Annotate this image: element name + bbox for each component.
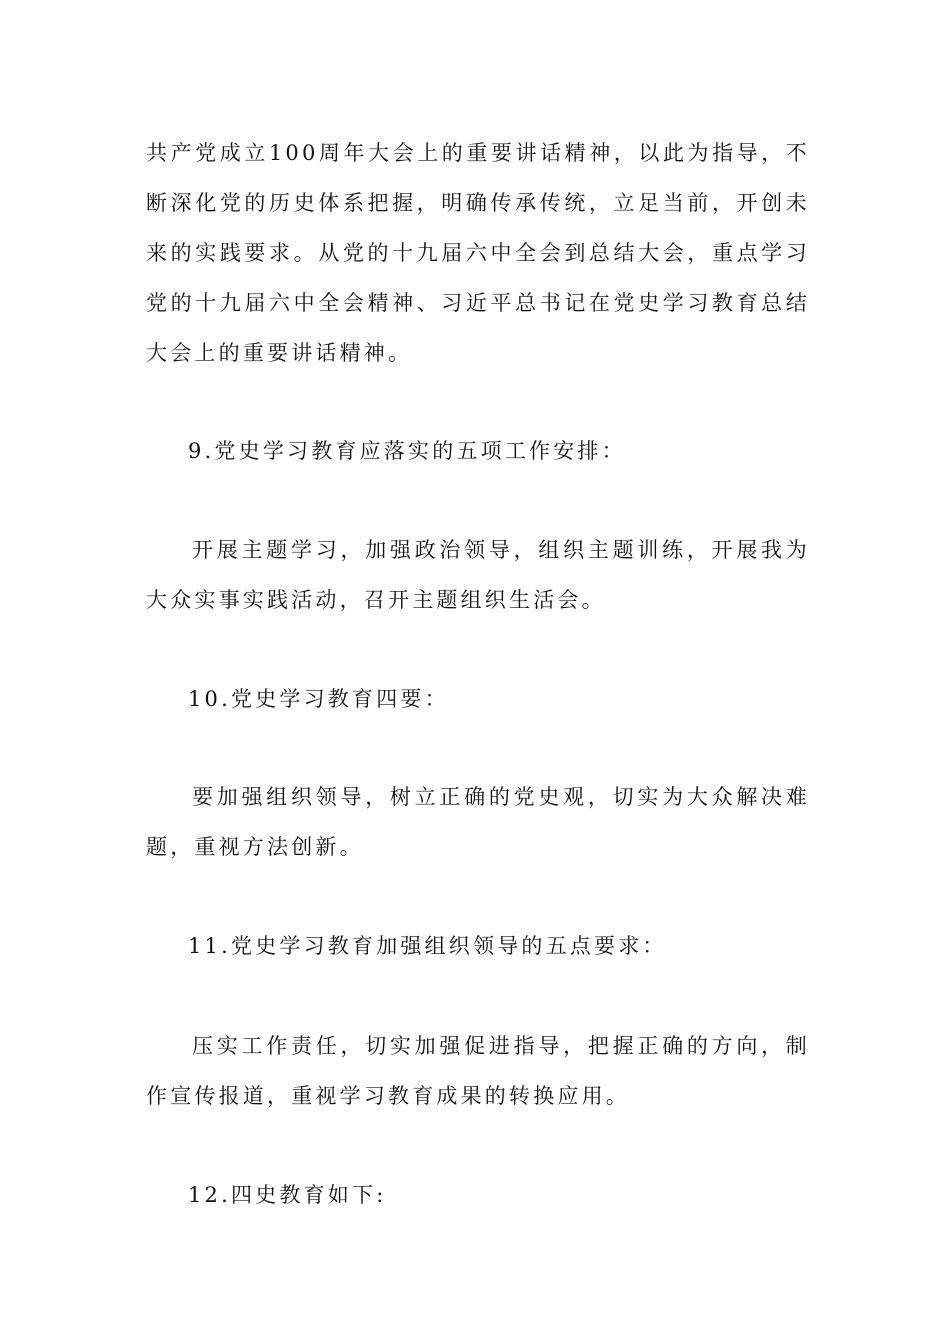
paragraph-item-9: 开展主题学习，加强政治领导，组织主题训练，开展我为大众实事实践活动，召开主题组织生活会。 (146, 538, 810, 612)
paragraph-continuation: 共产党成立100周年大会上的重要讲话精神，以此为指导，不断深化党的历史体系把握，明确传承传统，立足当前，开创未来的实践要求。从党的十九届六中全会到总结大会，重点学习党的十九届六中全会精神、习近平总书记在党史学习教育总结大会上的重要讲话精神。 (146, 141, 810, 365)
paragraph-item-11: 压实工作责任，切实加强促进指导，把握正确的方向，制作宣传报道，重视学习教育成果的转换应用。 (146, 1034, 810, 1108)
item-heading-12: 12.四史教育如下: (188, 1183, 387, 1207)
item-heading-11: 11.党史学习教育加强组织领导的五点要求： (188, 934, 667, 958)
item-heading-10: 10.党史学习教育四要： (188, 687, 449, 711)
paragraph-item-10: 要加强组织领导，树立正确的党史观，切实为大众解决难题，重视方法创新。 (146, 785, 810, 859)
item-heading-9: 9.党史学习教育应落实的五项工作安排： (188, 439, 626, 463)
